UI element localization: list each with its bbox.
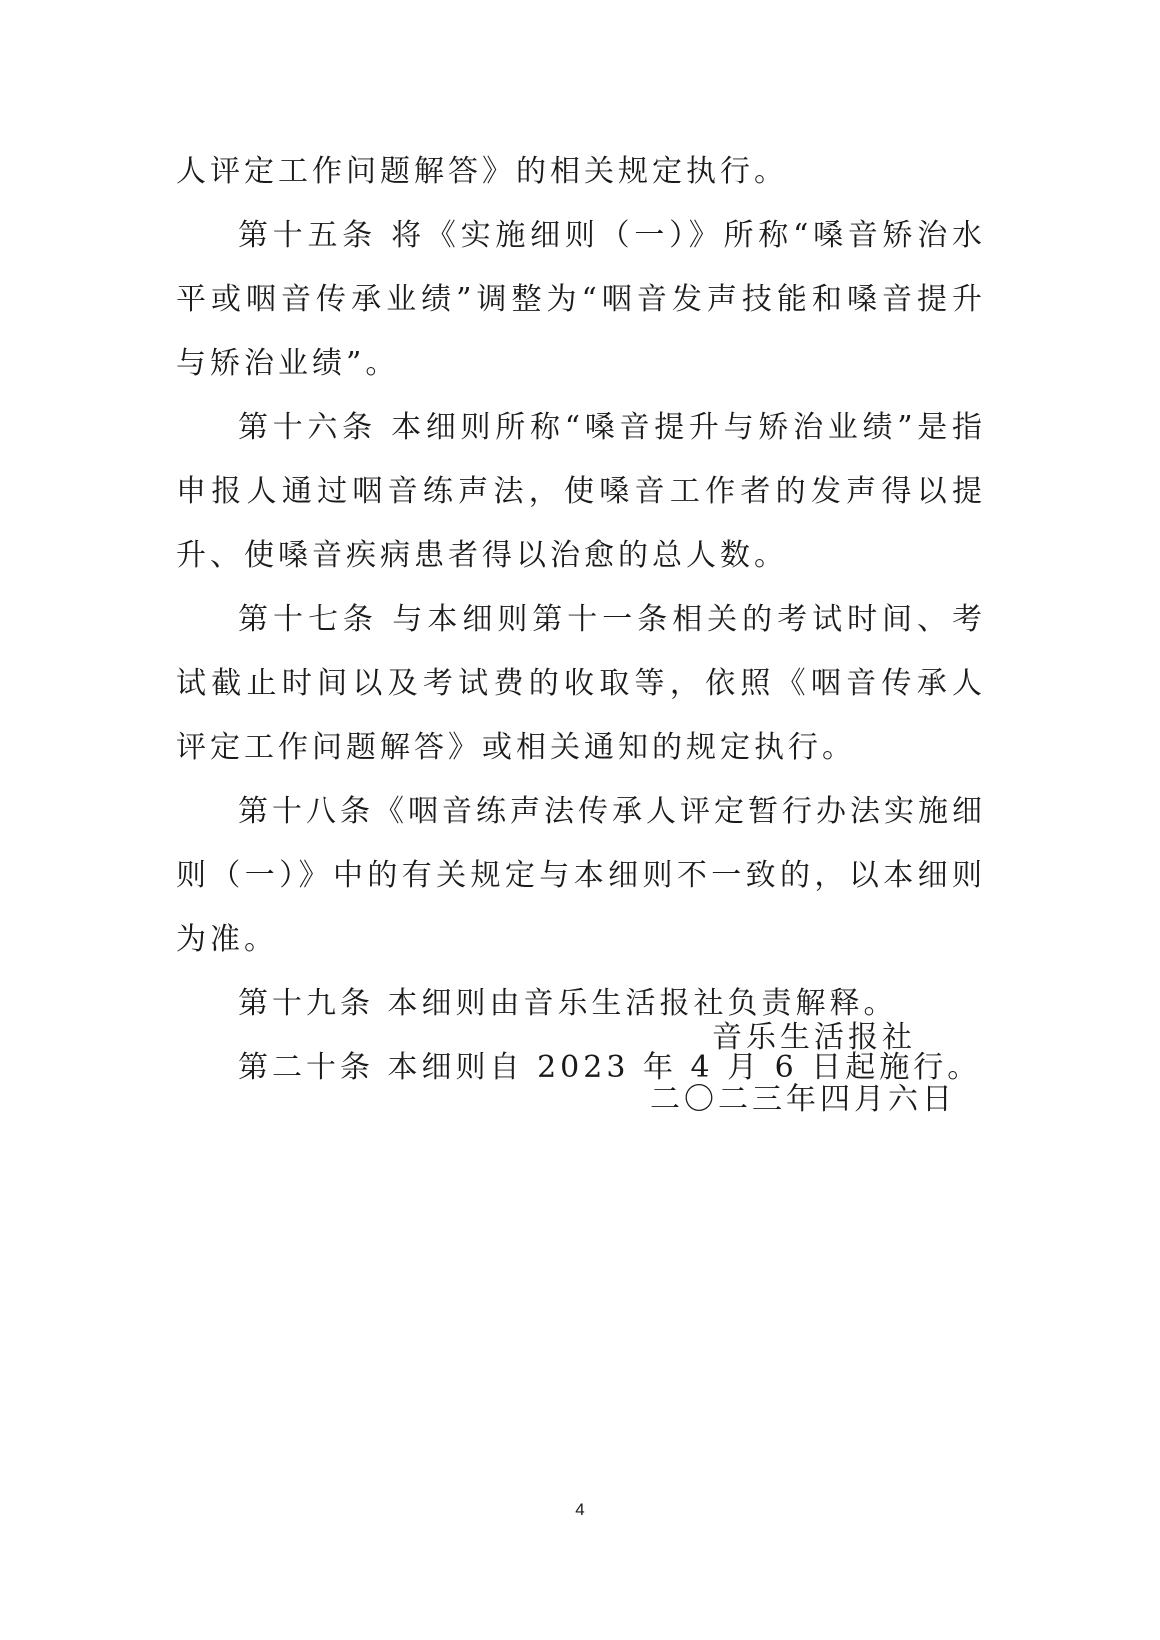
signature-date: 二〇二三年四月六日 [650, 1082, 956, 1117]
article-19: 第十九条 本细则由音乐生活报社负责解释。 [238, 986, 898, 1021]
document-body [176, 140, 986, 1100]
article-15: 第十五条 将《实施细则（一）》所称“嗓音矫治水平或咽音传承业绩”调整为“咽音发声技能和嗓音提升与矫治业绩”。 [176, 218, 986, 381]
paragraph-continuation: 人评定工作问题解答》的相关规定执行。 [176, 154, 788, 189]
article-20: 第二十条 本细则自 2023 年 4 月 6 日起施行。 [238, 1050, 982, 1085]
article-17: 第十七条 与本细则第十一条相关的考试时间、考试截止时间以及考试费的收取等，依照《咽音传承人评定工作问题解答》或相关通知的规定执行。 [176, 602, 986, 765]
article-16: 第十六条 本细则所称“嗓音提升与矫治业绩”是指申报人通过咽音练声法，使嗓音工作者的发声得以提升、使嗓音疾病患者得以治愈的总人数。 [176, 410, 986, 573]
page-number: 4 [575, 1500, 585, 1519]
article-18: 第十八条《咽音练声法传承人评定暂行办法实施细则（一）》中的有关规定与本细则不一致的，以本细则为准。 [176, 794, 986, 957]
signature-organization: 音乐生活报社 [712, 1020, 916, 1055]
